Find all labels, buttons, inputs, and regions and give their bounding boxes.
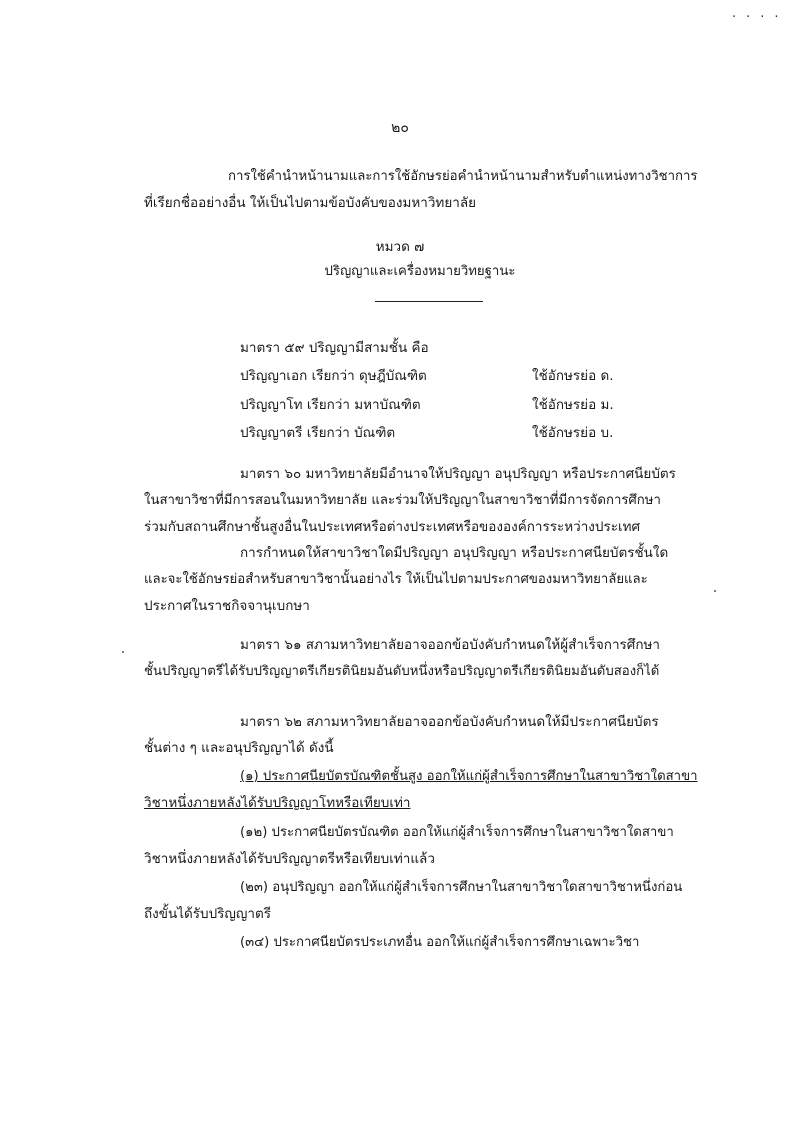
- chapter-title: หมวด ๗: [375, 239, 425, 255]
- page-number: ๒๐: [391, 120, 409, 136]
- section-62-item-line: ถึงขั้นได้รับปริญญาตรี: [144, 906, 272, 922]
- section-62-item-line: (๑) ประกาศนียบัตรบัณฑิตชั้นสูง ออกให้แก่ผู้สำเร็จการศึกษาในสาขาวิชาใดสาขา: [240, 769, 698, 784]
- chapter-divider: [375, 301, 483, 302]
- section-60-line: ร่วมกับสถานศึกษาชั้นสูงอื่นในประเทศหรือต่างประเทศหรือขององค์การระหว่างประเทศ: [144, 519, 641, 535]
- section-60-line: การกำหนดให้สาขาวิชาใดมีปริญญา อนุปริญญา หรือประกาศนียบัตรชั้นใด: [240, 545, 669, 561]
- degree-name: ปริญญาโท เรียกว่า มหาบัณฑิต: [240, 397, 421, 413]
- intro-line-2: ที่เรียกชื่ออย่างอื่น ให้เป็นไปตามข้อบังคับของมหาวิทยาลัย: [144, 195, 477, 211]
- section-60-line: ในสาขาวิชาที่มีการสอนในมหาวิทยาลัย และร่วมให้ปริญญาในสาขาวิชาที่มีการจัดการศึกษา: [144, 493, 661, 508]
- scan-dots: ····: [732, 10, 789, 25]
- section-61-line: มาตรา ๖๑ สภามหาวิทยาลัยอาจออกข้อบังคับกำหนดให้ผู้สำเร็จการศึกษา: [240, 637, 661, 653]
- degree-abbr: ใช้อักษรย่อ บ.: [532, 425, 614, 441]
- section-62-item-line: (๑๒) ประกาศนียบัตรบัณฑิต ออกให้แก่ผู้สำเร็จการศึกษาในสาขาวิชาใดสาขา: [240, 825, 674, 840]
- section-62-item-line: วิชาหนึ่งภายหลังได้รับปริญญาโทหรือเทียบเท่า: [144, 795, 411, 811]
- section-60-line: ประกาศในราชกิจจานุเบกษา: [144, 598, 310, 614]
- degree-abbr: ใช้อักษรย่อ ด.: [532, 368, 614, 384]
- degree-abbr: ใช้อักษรย่อ ม.: [532, 397, 614, 413]
- section-62-item-line: (๒๓) อนุปริญญา ออกให้แก่ผู้สำเร็จการศึกษาในสาขาวิชาใดสาขาวิชาหนึ่งก่อน: [240, 880, 683, 895]
- scan-speck: [714, 590, 716, 592]
- section-62-line: ชั้นต่าง ๆ และอนุปริญญาได้ ดังนี้: [144, 740, 334, 756]
- section-59-lead: มาตรา ๕๙ ปริญญามีสามชั้น คือ: [240, 340, 429, 356]
- intro-line-1: การใช้คำนำหน้านามและการใช้อักษรย่อคำนำหน้านามสำหรับตำแหน่งทางวิชาการ: [228, 169, 698, 184]
- section-62-item-line: (๓๔) ประกาศนียบัตรประเภทอื่น ออกให้แก่ผู้สำเร็จการศึกษาเฉพาะวิชา: [240, 935, 640, 950]
- section-60-line: มาตรา ๖๐ มหาวิทยาลัยมีอำนาจให้ปริญญา อนุปริญญา หรือประกาศนียบัตร: [240, 466, 676, 482]
- section-60-line: และจะใช้อักษรย่อสำหรับสาขาวิชานั้นอย่างไร ให้เป็นไปตามประกาศของมหาวิทยาลัยและ: [144, 572, 648, 587]
- section-61-line: ชั้นปริญญาตรีได้รับปริญญาตรีเกียรตินิยมอันดับหนึ่งหรือปริญญาตรีเกียรตินิยมอันดับสองก็ได้: [144, 664, 660, 679]
- section-62-item-line: วิชาหนึ่งภายหลังได้รับปริญญาตรีหรือเทียบเท่าแล้ว: [144, 851, 435, 867]
- chapter-subtitle: ปริญญาและเครื่องหมายวิทยฐานะ: [324, 264, 516, 279]
- scan-speck: [122, 651, 124, 653]
- degree-name: ปริญญาเอก เรียกว่า ดุษฎีบัณฑิต: [240, 368, 427, 384]
- section-62-line: มาตรา ๖๒ สภามหาวิทยาลัยอาจออกข้อบังคับกำหนดให้มีประกาศนียบัตร: [240, 714, 659, 730]
- degree-name: ปริญญาตรี เรียกว่า บัณฑิต: [240, 425, 396, 441]
